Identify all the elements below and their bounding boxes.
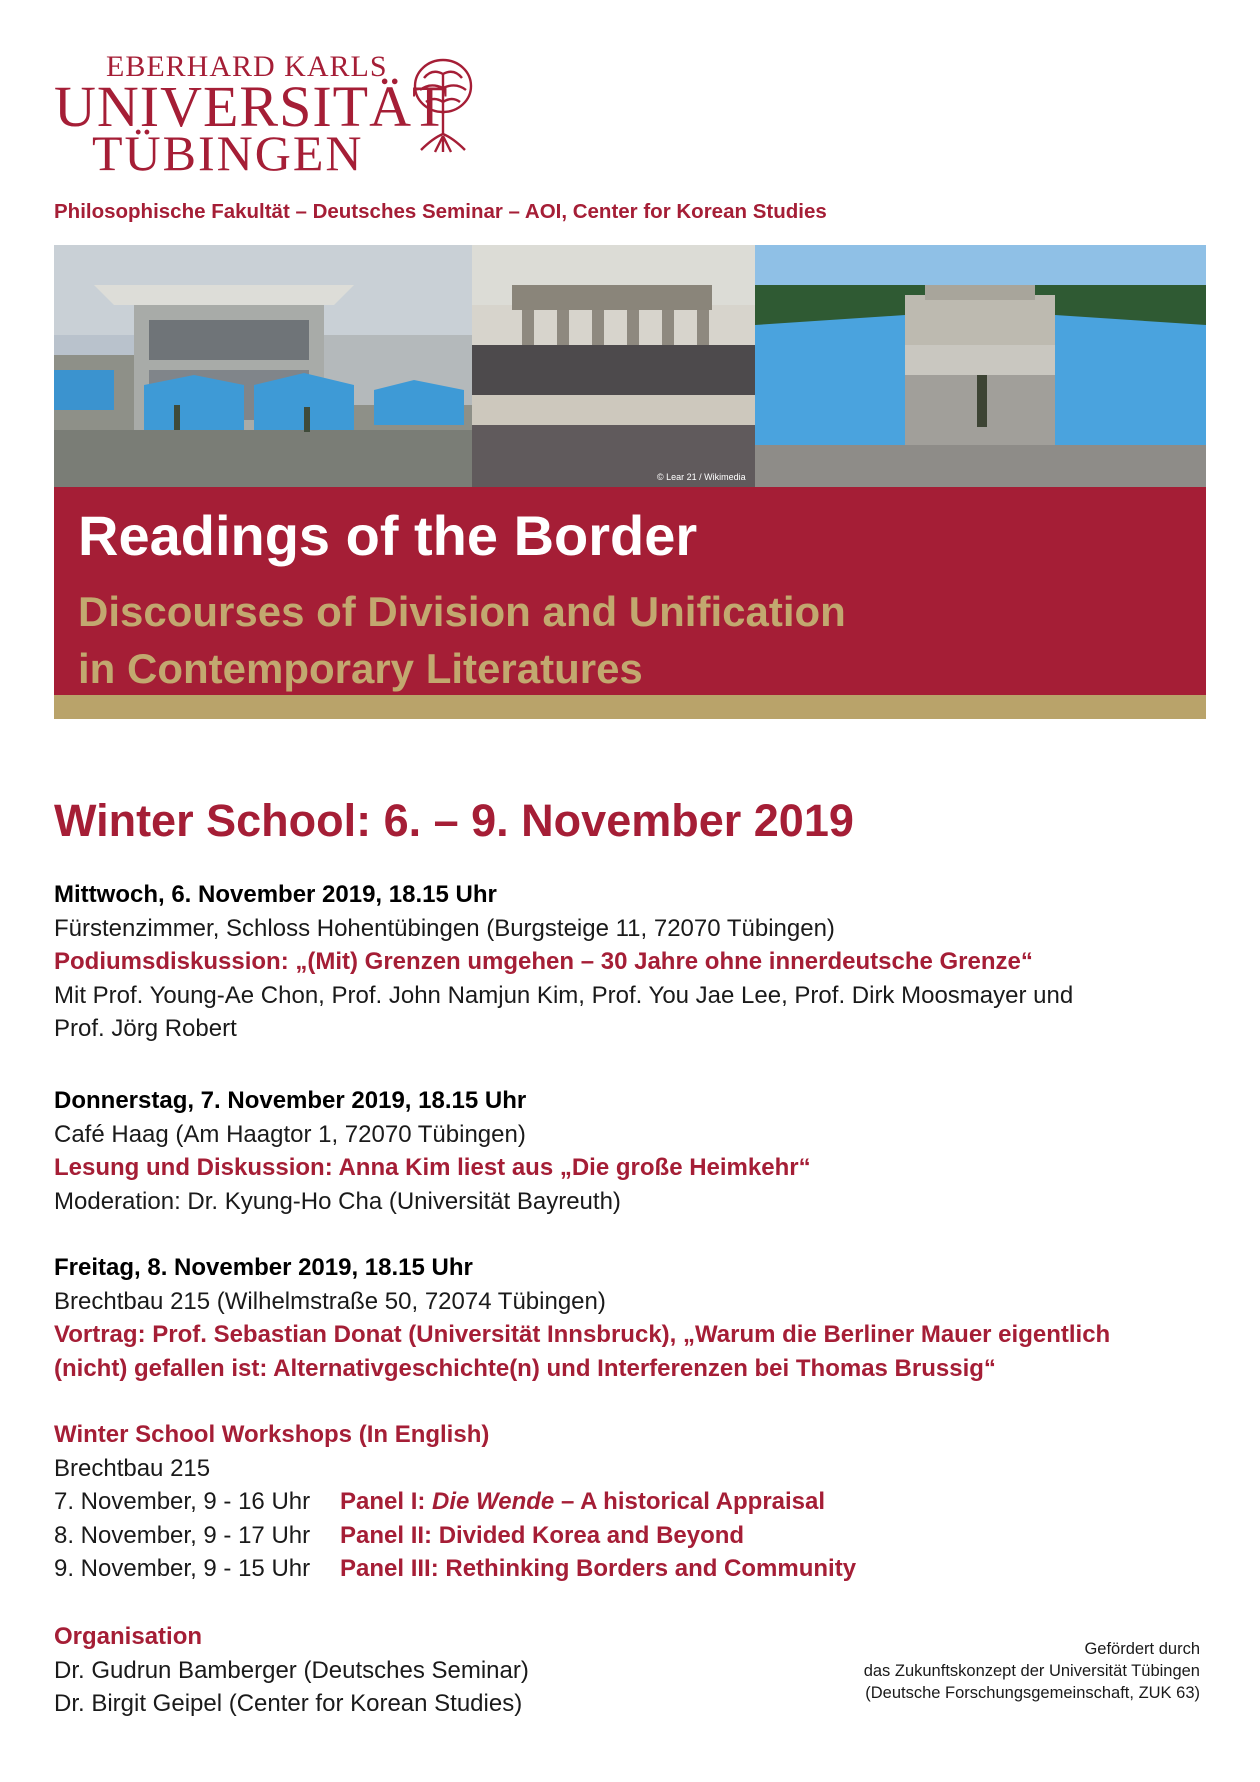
funding-line-2: das Zukunftskonzept der Universität Tübingen xyxy=(863,1662,1200,1680)
workshops-section xyxy=(54,1418,856,1586)
workshops-place: Brechtbau 215 xyxy=(54,1454,211,1482)
event-date: Mittwoch, 6. November 2019, 18.15 Uhr xyxy=(54,881,497,908)
event-date: Freitag, 8. November 2019, 18.15 Uhr xyxy=(54,1254,473,1281)
event-title: Lesung und Diskussion: Anna Kim liest aus „Die große Heimkehr“ xyxy=(54,1154,811,1181)
faculty-line: Philosophische Fakultät – Deutsches Seminar – AOI, Center for Korean Studies xyxy=(54,200,827,223)
photo-credit: © Lear 21 / Wikimedia xyxy=(657,472,746,482)
event-thursday xyxy=(54,1084,811,1218)
workshop-row-3 xyxy=(54,1552,856,1586)
organisation-section xyxy=(54,1620,529,1721)
organisation-heading: Organisation xyxy=(54,1623,203,1650)
workshop-panel-prefix: Panel III: Rethinking Borders and Community xyxy=(340,1555,857,1582)
event-date: Donnerstag, 7. November 2019, 18.15 Uhr xyxy=(54,1087,527,1114)
workshop-date: 8. November, 9 - 17 Uhr xyxy=(54,1521,311,1549)
workshop-panel-suffix: – A historical Appraisal xyxy=(554,1488,826,1515)
workshop-date: 7. November, 9 - 16 Uhr xyxy=(54,1488,311,1515)
workshops-heading: Winter School Workshops (In English) xyxy=(54,1421,490,1448)
event-place: Brechtbau 215 (Wilhelmstraße 50, 72074 Tübingen) xyxy=(54,1287,606,1315)
gold-divider xyxy=(54,695,1206,719)
workshop-panel-prefix: Panel I: xyxy=(340,1488,433,1515)
workshop-row-2 xyxy=(54,1519,856,1553)
workshop-row-1 xyxy=(54,1485,856,1519)
tree-logo-icon xyxy=(410,56,476,156)
event-wednesday xyxy=(54,878,1073,1046)
workshop-date: 9. November, 9 - 15 Uhr xyxy=(54,1555,311,1582)
organiser-1: Dr. Gudrun Bamberger (Deutsches Seminar) xyxy=(54,1656,529,1684)
title-banner xyxy=(54,487,1206,695)
event-people: Mit Prof. Young-Ae Chon, Prof. John Namjun Kim, Prof. You Jae Lee, Prof. Dirk Moosmayer und xyxy=(54,981,1074,1009)
winter-school-title: Winter School: 6. – 9. November 2019 xyxy=(54,795,854,846)
event-title: Vortrag: Prof. Sebastian Donat (Universität Innsbruck), „Warum die Berliner Mauer eigentlich xyxy=(54,1321,1111,1348)
funding-note xyxy=(864,1638,1200,1704)
main-title: Readings of the Border xyxy=(78,504,698,567)
event-title: Podiumsdiskussion: „(Mit) Grenzen umgehen – 30 Jahre ohne innerdeutsche Grenze“ xyxy=(54,948,1033,975)
event-place: Fürstenzimmer, Schloss Hohentübingen (Burgsteige 11, 72070 Tübingen) xyxy=(54,914,835,942)
event-people-cont: Prof. Jörg Robert xyxy=(54,1015,237,1042)
logo-line-tuebingen: TÜBINGEN xyxy=(92,125,364,181)
event-people: Moderation: Dr. Kyung-Ho Cha (Universität Bayreuth) xyxy=(54,1187,621,1215)
funding-line-1: Gefördert durch xyxy=(1084,1640,1200,1658)
subtitle xyxy=(78,583,846,697)
event-place: Café Haag (Am Haagtor 1, 72070 Tübingen) xyxy=(54,1120,526,1148)
photo-strip xyxy=(54,245,1206,487)
berlin-wall-photo xyxy=(472,245,755,487)
event-title-cont: (nicht) gefallen ist: Alternativgeschichte(n) und Interferenzen bei Thomas Brussig“ xyxy=(54,1354,996,1382)
logo-line-universitaet: UNIVERSITÄT xyxy=(54,74,449,139)
dmz-photo xyxy=(755,245,1206,487)
funding-line-3: (Deutsche Forschungsgemeinschaft, ZUK 63) xyxy=(865,1684,1200,1702)
panmunjom-photo xyxy=(54,245,472,487)
logo-line-eberhard-karls: EBERHARD KARLS xyxy=(106,50,388,83)
organiser-2: Dr. Birgit Geipel (Center for Korean Studies) xyxy=(54,1690,523,1717)
workshop-panel-italic: Die Wende xyxy=(432,1488,555,1515)
event-friday xyxy=(54,1251,1110,1385)
subtitle-line-2: in Contemporary Literatures xyxy=(78,645,643,692)
workshop-panel-prefix: Panel II: Divided Korea and Beyond xyxy=(340,1521,745,1549)
subtitle-line-1: Discourses of Division and Unification xyxy=(78,588,846,635)
